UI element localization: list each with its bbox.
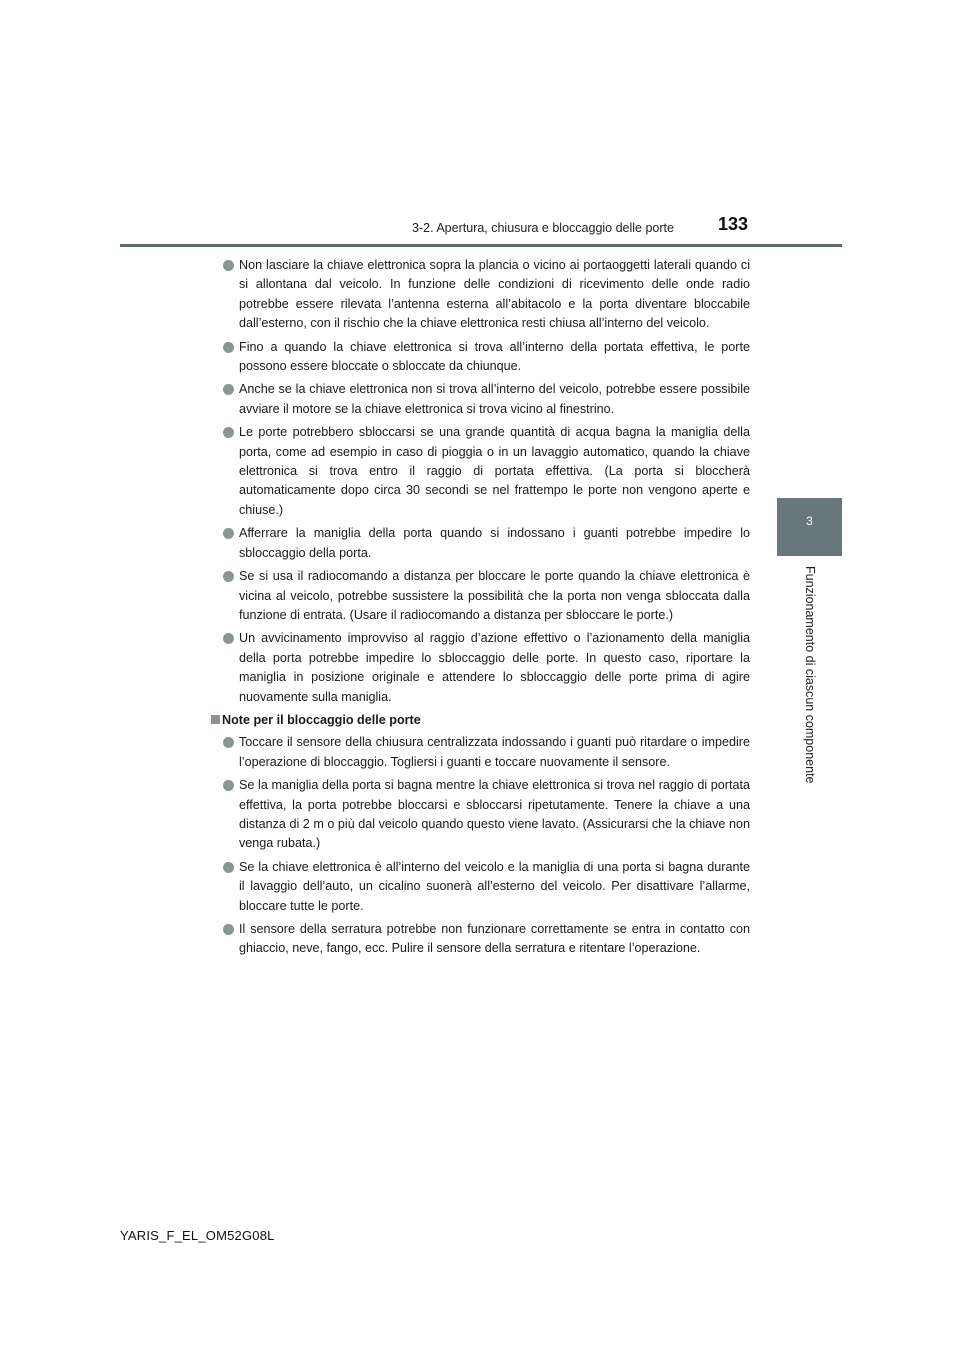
chapter-tab	[777, 498, 842, 556]
chapter-number: 3	[806, 514, 813, 528]
list-item-text: Se la chiave elettronica è all’interno del veicolo e la maniglia di una porta si bagna durante il lavaggio dell’auto, un cicalino suonerà all’esterno del veicolo. Per disattivare l’allarme, bloccare tutte le porte.	[239, 859, 750, 913]
list-item	[222, 567, 750, 625]
list-item-text: Afferrare la maniglia della porta quando si indossano i guanti potrebbe impedire lo sbloccaggio della porta.	[239, 526, 750, 560]
list-item-text: Il sensore della serratura potrebbe non funzionare correttamente se entra in contatto con ghiaccio, neve, fango, ecc. Pulire il sensore della serratura e ritentare l’operazione.	[239, 922, 750, 956]
chapter-side-label	[800, 566, 820, 866]
list-item-text: Le porte potrebbero sbloccarsi se una grande quantità di acqua bagna la maniglia della porta, come ad esempio in caso di pioggia o in un lavaggio automatico, quando la chiave elettronica si trova entro il raggio di portata effettiva. (La porta si bloccherà automaticamente dopo circa 30 secondi se nel frattempo le porte non vengono aperte e chiuse.)	[239, 425, 750, 517]
round-bullet-icon	[223, 384, 234, 395]
round-bullet-icon	[223, 260, 234, 271]
chapter-title: Funzionamento di ciascun componente	[803, 566, 817, 784]
list-item-text: Se si usa il radiocomando a distanza per bloccare le porte quando la chiave elettronica è vicina al veicolo, potrebbe sussistere la possibilità che la porta non venga sbloccata dalla funzione di entrata. (Usare il radiocomando a distanza per sbloccare le porte.)	[239, 569, 750, 622]
list-item-text: Fino a quando la chiave elettronica si trova all’interno della portata effettiva, le porte possono essere bloccate o sbloccate da chiunque.	[239, 339, 750, 374]
list-item	[222, 524, 750, 563]
notes-list-general	[222, 256, 750, 707]
running-header: 3-2. Apertura, chiusura e bloccaggio delle porte	[412, 221, 674, 235]
list-item	[222, 423, 750, 520]
round-bullet-icon	[223, 780, 234, 791]
list-item	[222, 858, 750, 916]
notes-list-locking	[222, 733, 750, 958]
round-bullet-icon	[223, 633, 234, 644]
list-item	[222, 629, 750, 707]
list-item	[222, 338, 750, 377]
list-item-text: Anche se la chiave elettronica non si trova all’interno del veicolo, potrebbe essere possibile avviare il motore se la chiave elettronica si trova vicino al finestrino.	[239, 382, 750, 416]
list-item	[222, 776, 750, 854]
round-bullet-icon	[223, 342, 234, 353]
header-divider	[120, 244, 842, 247]
round-bullet-icon	[223, 862, 234, 873]
list-item-text: Se la maniglia della porta si bagna mentre la chiave elettronica si trova nel raggio di portata effettiva, la porta potrebbe bloccarsi e sbloccarsi ripetutamente. Tenere la chiave a una distanza di 2 m o più dal veicolo quando questo viene lavato. (Assicurarsi che la chiave non venga rubata.)	[239, 778, 750, 851]
list-item-text: Un avvicinamento improvviso al raggio d’azione effettivo o l’azionamento della maniglia della porta potrebbe impedire lo sbloccaggio delle porte. In questo caso, riportare la maniglia in posizione originale e attendere lo sbloccaggio delle porte prima di agire nuovamente sulla maniglia.	[239, 631, 750, 704]
round-bullet-icon	[223, 571, 234, 582]
list-item	[222, 920, 750, 959]
round-bullet-icon	[223, 427, 234, 438]
list-item	[222, 256, 750, 334]
section-heading	[212, 711, 750, 730]
page-number: 133	[718, 214, 749, 234]
round-bullet-icon	[223, 924, 234, 935]
page-body	[222, 256, 750, 963]
list-item	[222, 380, 750, 419]
round-bullet-icon	[223, 737, 234, 748]
section-heading-text: Note per il bloccaggio delle porte	[222, 712, 421, 727]
square-bullet-icon	[211, 715, 220, 724]
list-item-text: Toccare il sensore della chiusura centralizzata indossando i guanti può ritardare o impedire l’operazione di bloccaggio. Togliersi i guanti e toccare nuovamente il sensore.	[239, 735, 750, 769]
round-bullet-icon	[223, 528, 234, 539]
list-item	[222, 733, 750, 772]
document-code: YARIS_F_EL_OM52G08L	[120, 1228, 275, 1243]
list-item-text: Non lasciare la chiave elettronica sopra la plancia o vicino ai portaoggetti laterali quando ci si allontana dal veicolo. In funzione delle condizioni di ricevimento delle onde radio potrebbe essere rilevata l’antenna esterna all’abitacolo e la porta diventare bloccabile dall’esterno, con il rischio che la chiave elettronica resti chiusa all’interno del veicolo.	[239, 258, 750, 331]
